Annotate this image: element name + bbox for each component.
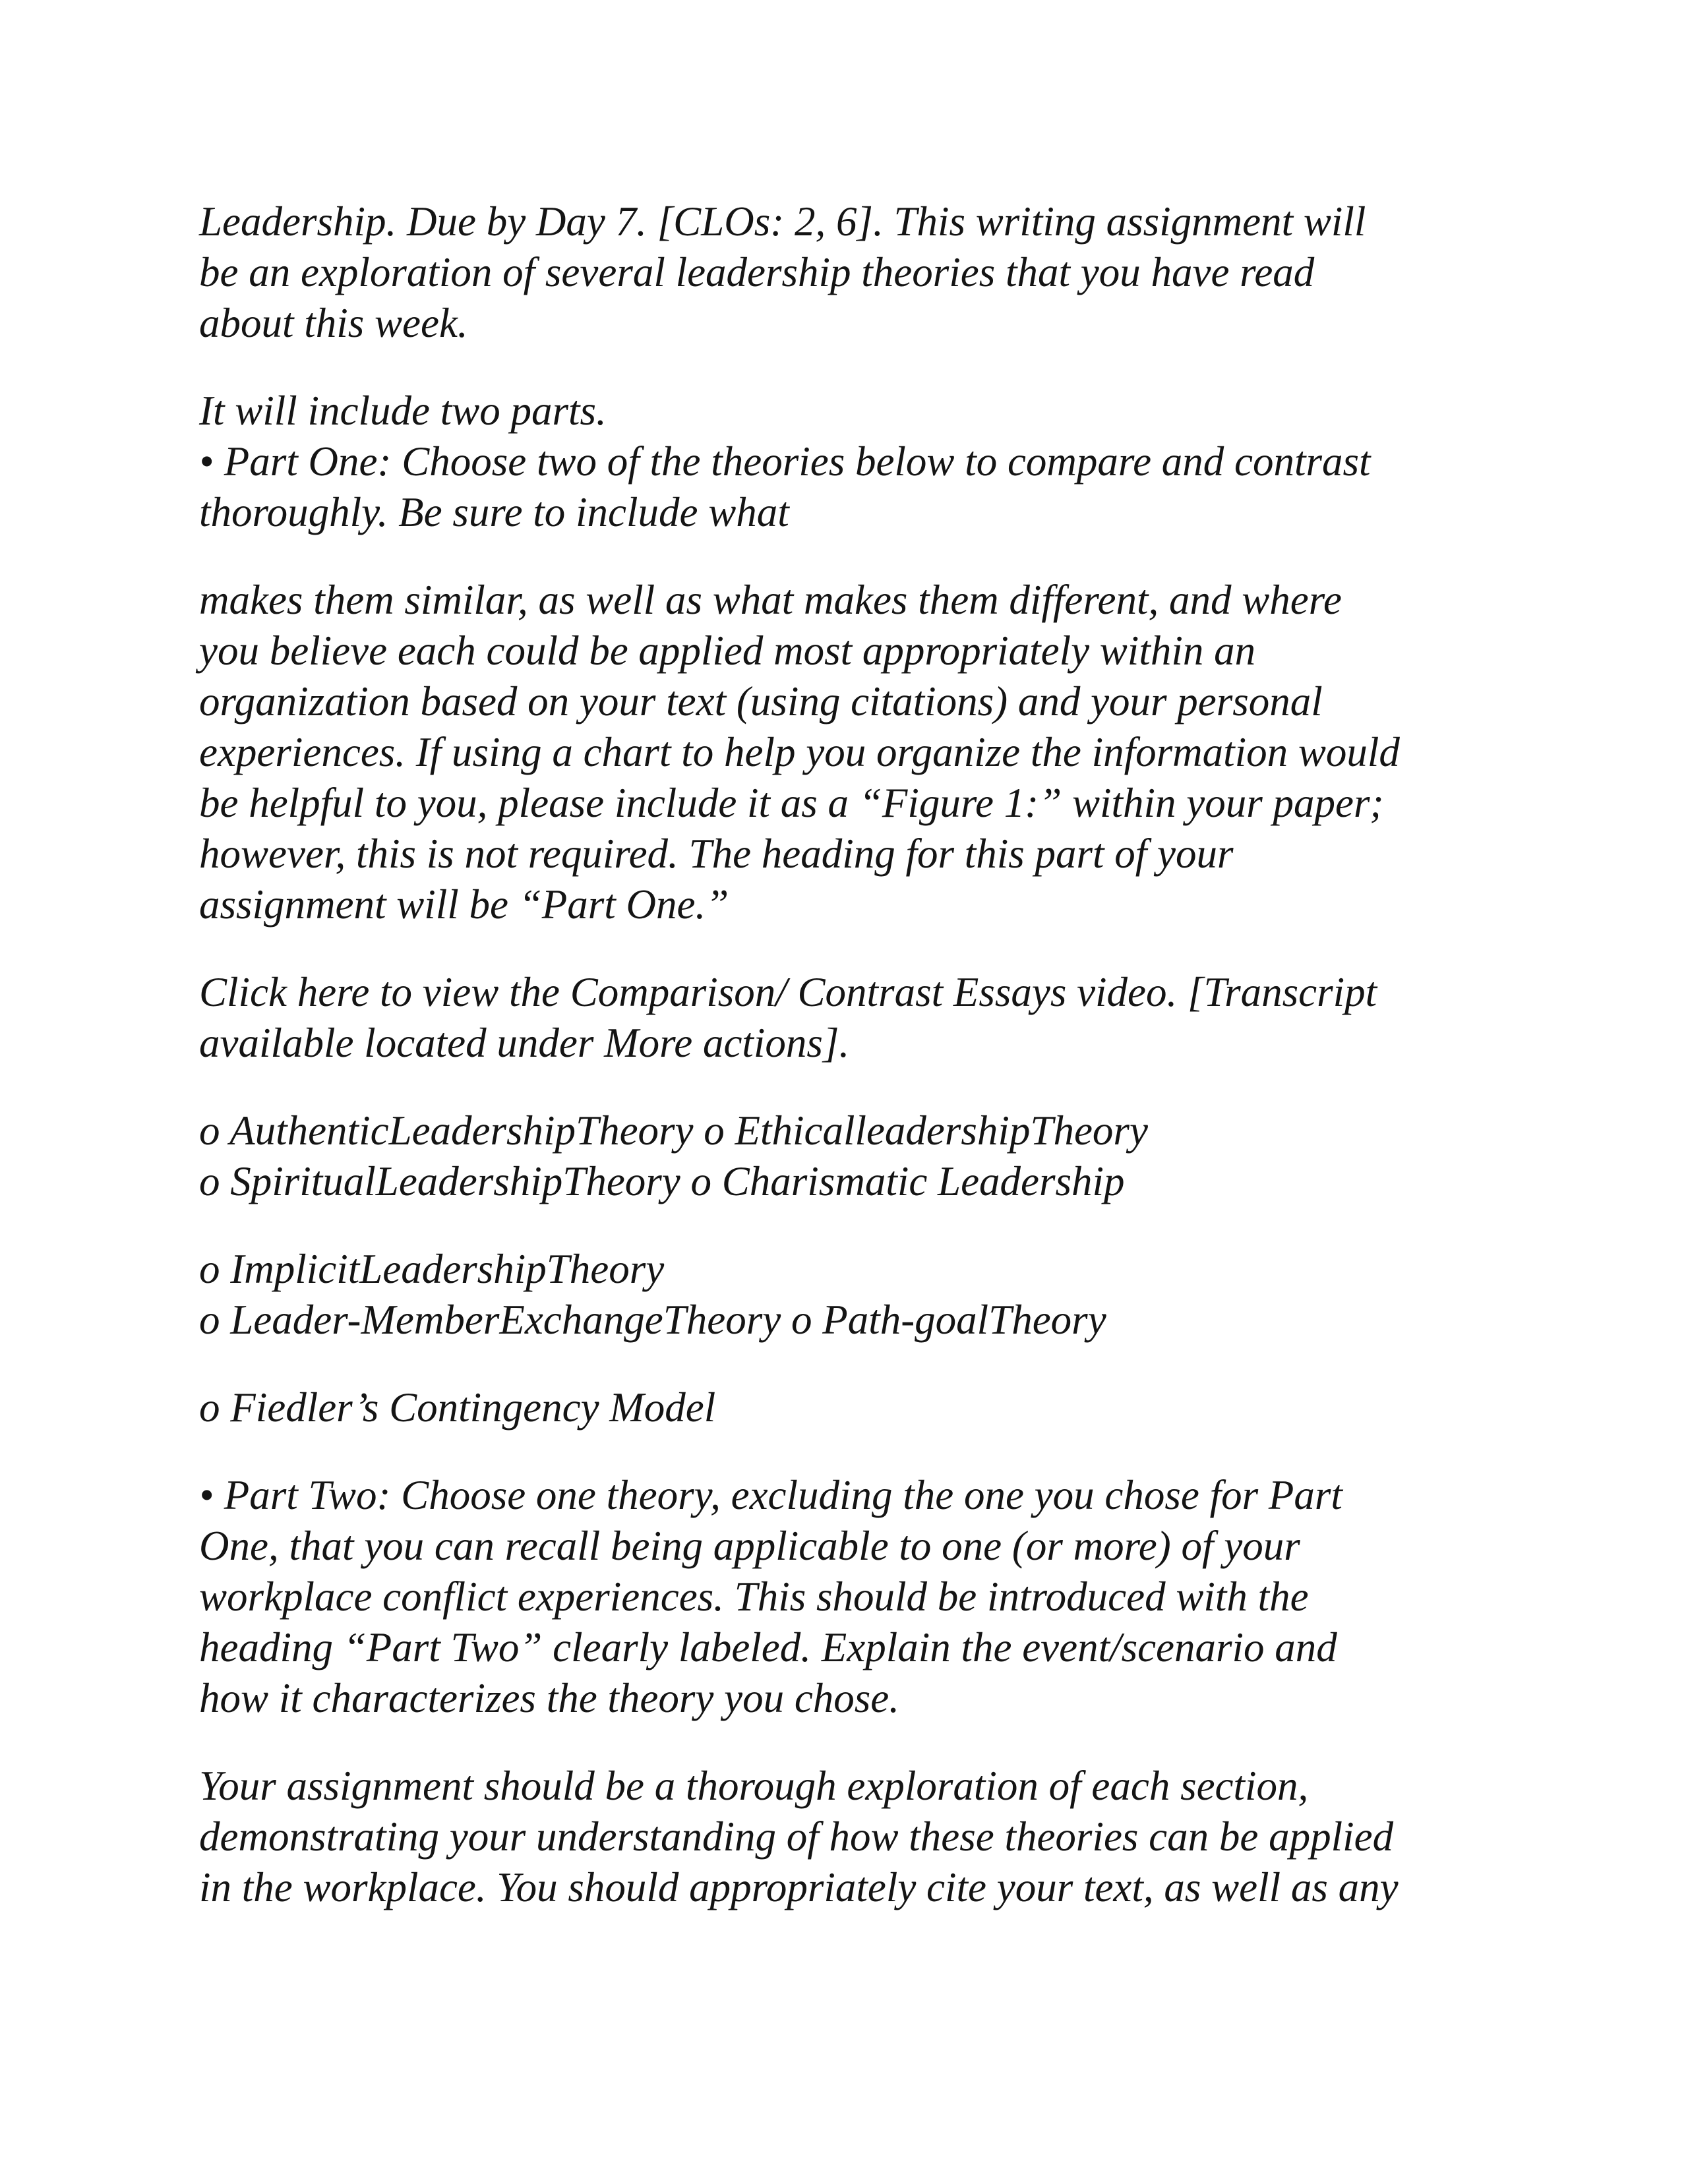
part-two-paragraph xyxy=(199,1470,1518,1724)
text-line: It will include two parts. xyxy=(199,388,607,434)
text-line: organization based on your text (using citations) and your personal xyxy=(199,678,1323,724)
text-line: makes them similar, as well as what makes them different, and where xyxy=(199,577,1342,623)
text-line: be an exploration of several leadership theories that you have read xyxy=(199,249,1315,295)
text-line: • Part Two: Choose one theory, excluding the one you chose for Part xyxy=(199,1472,1342,1518)
theory-list-item: o ImplicitLeadershipTheory xyxy=(199,1246,665,1292)
text-line: you believe each could be applied most appropriately within an xyxy=(199,628,1256,674)
text-line: thoroughly. Be sure to include what xyxy=(199,489,789,535)
text-line: be helpful to you, please include it as a “Figure 1:” within your paper; xyxy=(199,780,1384,826)
theory-list-item: o SpiritualLeadershipTheory o Charismatic Leadership xyxy=(199,1158,1125,1204)
text-line: Leadership. Due by Day 7. [CLOs: 2, 6]. This writing assignment will xyxy=(199,198,1366,245)
part-one-paragraph xyxy=(199,575,1518,930)
theory-list-item: o Fiedler’s Contingency Model xyxy=(199,1384,716,1431)
parts-paragraph xyxy=(199,386,1518,538)
text-line: how it characterizes the theory you chose. xyxy=(199,1675,900,1721)
theory-list-item: o Leader-MemberExchangeTheory o Path-goalTheory xyxy=(199,1297,1106,1343)
text-line: assignment will be “Part One.” xyxy=(199,881,729,928)
text-line: heading “Part Two” clearly labeled. Explain the event/scenario and xyxy=(199,1624,1337,1670)
text-line: Click here to view the Comparison/ Contrast Essays video. [Transcript xyxy=(199,969,1377,1015)
text-line: • Part One: Choose two of the theories below to compare and contrast xyxy=(199,438,1371,485)
text-line: available located under More actions]. xyxy=(199,1020,850,1066)
theory-list-item: o AuthenticLeadershipTheory o EthicalleadershipTheory xyxy=(199,1107,1148,1154)
text-line: about this week. xyxy=(199,300,468,346)
text-line: demonstrating your understanding of how these theories can be applied xyxy=(199,1814,1394,1860)
assignment-text xyxy=(199,196,1518,1950)
text-line: however, this is not required. The heading for this part of your xyxy=(199,831,1234,877)
closing-paragraph xyxy=(199,1761,1518,1913)
text-line: workplace conflict experiences. This should be introduced with the xyxy=(199,1574,1309,1620)
text-line: in the workplace. You should appropriately cite your text, as well as any xyxy=(199,1864,1399,1910)
text-line: Your assignment should be a thorough exploration of each section, xyxy=(199,1763,1309,1809)
video-paragraph xyxy=(199,967,1518,1069)
text-line: One, that you can recall being applicable to one (or more) of your xyxy=(199,1523,1300,1569)
theory-list-1 xyxy=(199,1106,1518,1207)
intro-paragraph xyxy=(199,196,1518,349)
text-line: experiences. If using a chart to help you organize the information would xyxy=(199,729,1400,775)
theory-list-3 xyxy=(199,1382,1518,1433)
theory-list-2 xyxy=(199,1244,1518,1345)
